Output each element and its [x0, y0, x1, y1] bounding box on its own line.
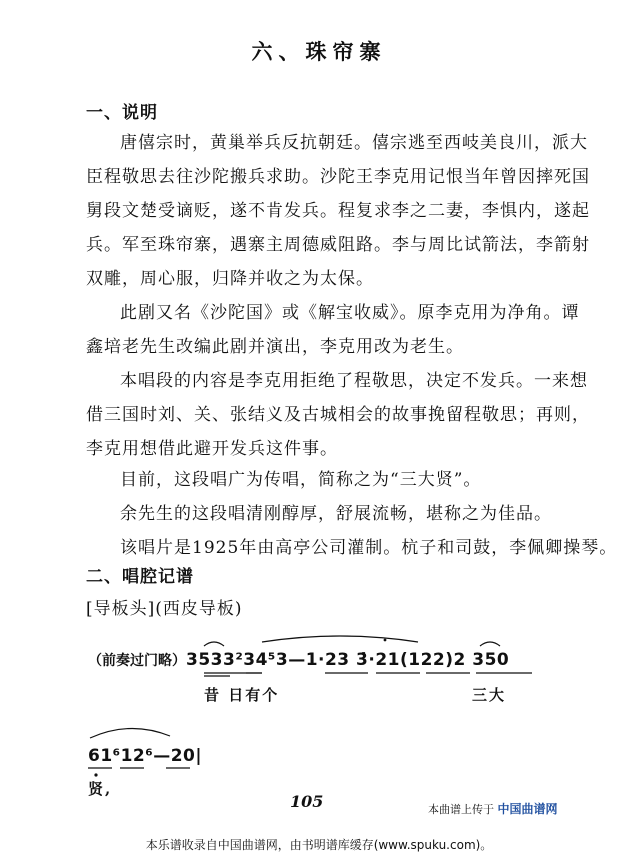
footer-source-note: 本乐谱收录自中国曲谱网，由书明谱库缓存(www.spuku.com)。 — [145, 838, 493, 852]
mode-label: [导板头](西皮导板) — [86, 599, 243, 619]
intro-omitted-note: （前奏过门略） — [88, 653, 186, 669]
upload-note-text: 本曲谱上传于 — [428, 803, 494, 816]
paragraph-popularity: 目前，这段唱广为传唱，简称之为“三大贤”。 — [120, 470, 482, 490]
lyrics-line-1-end: 三大 — [472, 686, 507, 704]
upload-note — [428, 800, 558, 817]
jianpu-notes-line-1: 3533²34⁵3—1·23 3̇·21(122)2 350 — [186, 650, 510, 670]
site-logo: 中国曲谱网 — [497, 802, 558, 816]
section-heading-notation: 二、唱腔记谱 — [86, 567, 194, 587]
jianpu-notes-line-2: 61⁶12⁶—20| — [88, 746, 203, 766]
paragraph-content: 本唱段的内容是李克用拒绝了程敬思，决定不发兵。一来想借三国时刘、关、张结义及古城相会的故事挽留程敬思；再则，李克用想借此避开发兵这件事。 — [86, 371, 590, 459]
page-number: 105 — [290, 792, 324, 811]
paragraph-recording: 该唱片是1925年由高亭公司灌制。杭子和司鼓，李佩卿操琴。 — [120, 538, 618, 558]
lyrics-line-1: 昔 日有个 — [204, 686, 280, 704]
section-heading-explanation: 一、说明 — [86, 103, 158, 123]
lyrics-line-2: 贤, — [88, 780, 113, 798]
paragraph-alias: 此剧又名《沙陀国》或《解宝收威》。原李克用为净角。谭鑫培老先生改编此剧并演出，李克用改为老生。 — [86, 303, 580, 357]
paragraph-evaluation: 余先生的这段唱清刚醇厚，舒展流畅，堪称之为佳品。 — [120, 504, 552, 524]
page-title: 六、珠帘寨 — [251, 40, 387, 64]
paragraph-plot: 唐僖宗时，黄巢举兵反抗朝廷。僖宗逃至西岐美良川，派大臣程敬思去往沙陀搬兵求助。沙陀王李克用记恨当年曾因摔死国舅段文楚受谪贬，遂不肯发兵。程复求李之二妻，李惧内，遂起兵。军至珠帘寨，遇寨主周德威阻路。李与周比试箭法，李箭射双雕，周心服，归降并收之为太保。 — [86, 133, 590, 289]
